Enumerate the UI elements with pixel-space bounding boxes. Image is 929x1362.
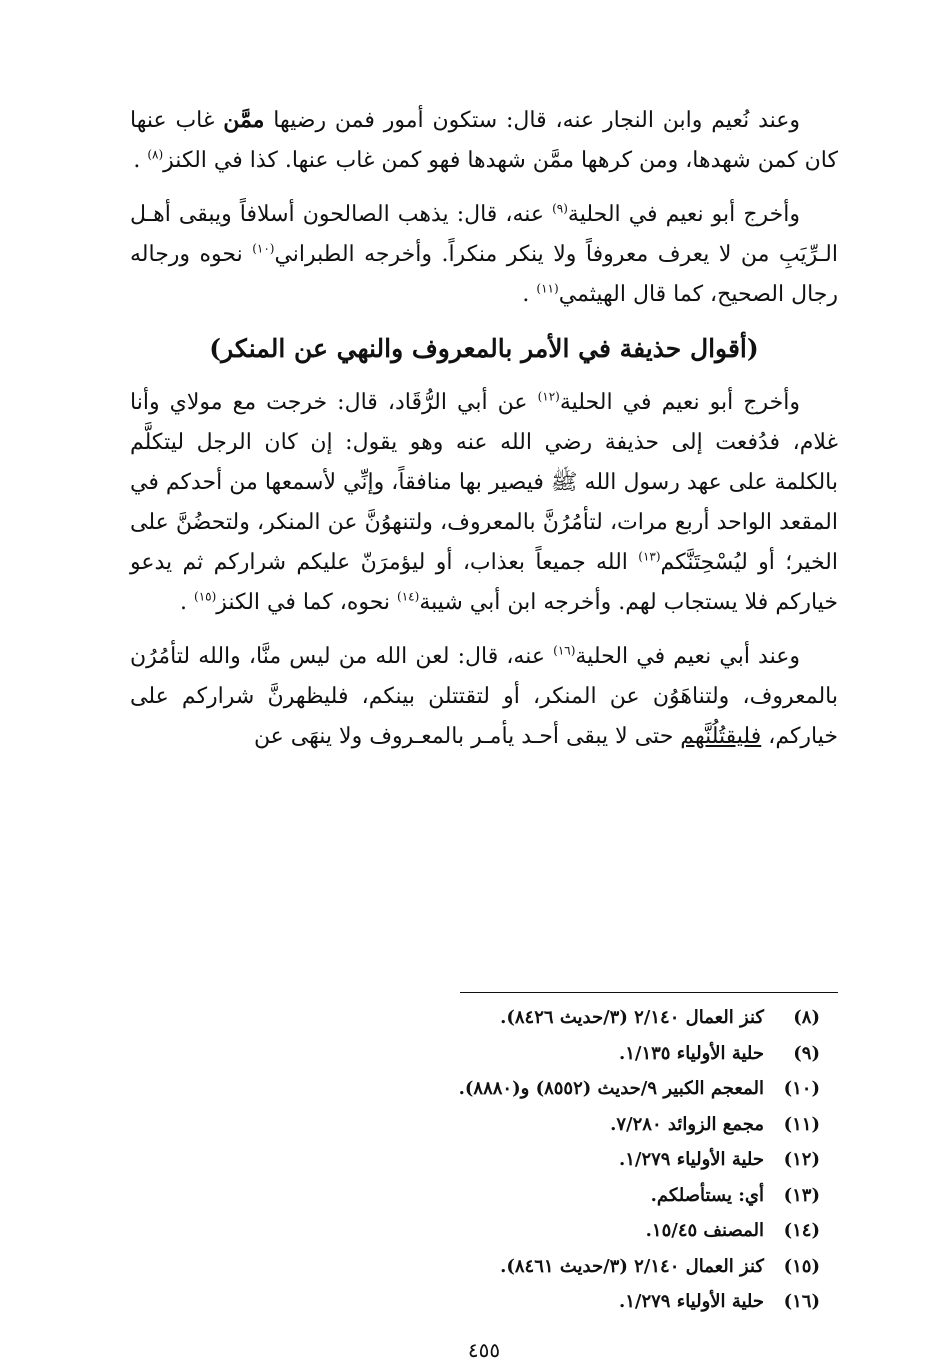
paragraph-2-text-a: وأخرج أبو نعيم في الحلية [567,202,800,227]
footnote-14 [130,1213,838,1249]
page-body [130,100,838,1362]
footnote-ref-13[interactable]: (١٣) [638,549,661,564]
footnote-number: (٩) [793,1042,820,1064]
footnote-number: (١٠) [783,1078,820,1099]
footnote-12 [130,1142,838,1178]
footnote-number: (١١) [783,1113,820,1135]
footnote-15 [130,1249,838,1285]
footnote-ref-8[interactable]: (٨) [147,147,164,162]
footnote-text: حلية الأولياء ١/١٣٥. [618,1042,764,1064]
paragraph-1-text-a: وعند نُعيم وابن النجار عنه، قال: ستكون أمور فمن رضيها [264,108,801,133]
footnote-10 [130,1071,838,1107]
footnote-number: (١٤) [783,1220,820,1241]
footnote-text: مجمع الزوائد ٧/٢٨٠. [610,1113,764,1135]
paragraph-3-text-b: عن أبي الرُّقَاد، قال: خرجت مع مولاي وأنا غلام، فدُفعت إلى حذيفة رضي الله عنه وهو يقول: إن كان الرجل ليتكلَّم بالكلمة على عهد رسول الله ﷺ فيصير بها منافقاً، وإنِّي لأسمعها من أحدكم في المقعد الواحد أربع مرات، لتأمُرُنَّ بالمعروف، ولتنهوُنَّ عن المنكر، ولتحضُنَّ على الخير؛ أو ليُسْحِتَنَّكم [130,390,838,575]
footnote-11 [130,1107,838,1143]
paragraph-3-text-a: وأخرج أبو نعيم في الحلية [559,390,800,415]
footnote-number: (٨) [793,1007,820,1028]
paragraph-3 [130,383,838,623]
footnote-text: كنز العمال ٢/١٤٠ (٣/حديث ٨٤٢٦). [500,1007,764,1028]
paragraph-1 [130,100,838,181]
footnotes [130,1000,838,1320]
paragraph-1-bold-word: ممَّن [223,107,265,133]
paragraph-2 [130,195,838,315]
paragraph-3-text-d: نحوه، كما في الكنز [216,590,398,615]
footnote-number: (١٥) [783,1255,820,1277]
paragraph-1-text-b: غاب عنها كان كمن شهدها، ومن كرهها ممَّن شهدها فهو كمن غاب عنها. كذا في الكنز [130,108,838,173]
page-number: ٤٥٥ [467,1338,501,1362]
paragraph-4-text-c: حتى لا يبقى أحـد يأمـر بالمعـروف ولا ينهَى عن [253,724,681,749]
footnote-ref-14[interactable]: (١٤) [397,589,420,604]
footnote-ref-16[interactable]: (١٦) [553,643,576,658]
paragraph-4-text-b: عنه، قال: لعن الله من ليس منَّا، والله لتأمُرُن بالمعروف، ولتناهَوُن عن المنكر، أو لتقتتلن بينكم، فليظهرنَّ شراركم على خياركم، [130,644,838,749]
footnote-text: حلية الأولياء ١/٢٧٩. [618,1291,764,1312]
footnote-13 [130,1178,838,1214]
footnote-9 [130,1036,838,1072]
footnote-text: كنز العمال ٢/١٤٠ (٣/حديث ٨٤٦١). [500,1255,764,1277]
footnote-ref-9[interactable]: (٩) [552,201,568,216]
paragraph-4 [130,637,838,757]
footnote-ref-10[interactable]: (١٠) [252,241,275,256]
paragraph-4-text-a: وعند أبي نعيم في الحلية [575,644,800,669]
footnote-text: المصنف ١٥/٤٥. [645,1220,764,1241]
paragraph-2-text-c: نحوه ورجاله رجال الصحيح، كما قال الهيثمي [130,242,838,307]
footnote-number: (١٣) [783,1184,820,1206]
paragraph-3-end: . [180,590,194,615]
footnote-ref-11[interactable]: (١١) [536,281,559,296]
footnote-text: أي: يستأصلكم. [650,1184,764,1206]
paragraph-2-text-b: عنه، قال: يذهب الصالحون أسلافاً ويبقى أهـل الـرِّيَبِ من لا يعرف معروفاً ولا ينكر منكراً. وأخرجه الطبراني [130,202,838,267]
paragraph-1-end: . [133,148,148,173]
footnote-ref-15[interactable]: (١٥) [194,589,217,604]
footnote-ref-12[interactable]: (١٢) [537,389,560,404]
paragraph-4-underlined-word: فليقتُلُنَّهم [680,724,762,749]
footnote-number: (١٦) [783,1291,820,1312]
footnote-8 [130,1000,838,1036]
paragraph-3-text-c: الله جميعاً بعذاب، أو ليؤمرَنّ عليكم شراركم ثم يدعو خياركم فلا يستجاب لهم. وأخرجه ابن أبي شيبة [130,550,838,615]
footnote-text: المعجم الكبير ٩/حديث (٨٥٥٢) و(٨٨٨٠). [458,1078,764,1099]
footnote-16 [130,1284,838,1320]
paragraph-2-end: . [522,282,537,307]
footnote-separator [460,992,838,993]
footnote-text: حلية الأولياء ١/٢٧٩. [618,1149,764,1170]
footnote-number: (١٢) [783,1149,820,1170]
section-heading: (أقوال حذيفة في الأمر بالمعروف والنهي عن المنكر) [209,334,759,363]
